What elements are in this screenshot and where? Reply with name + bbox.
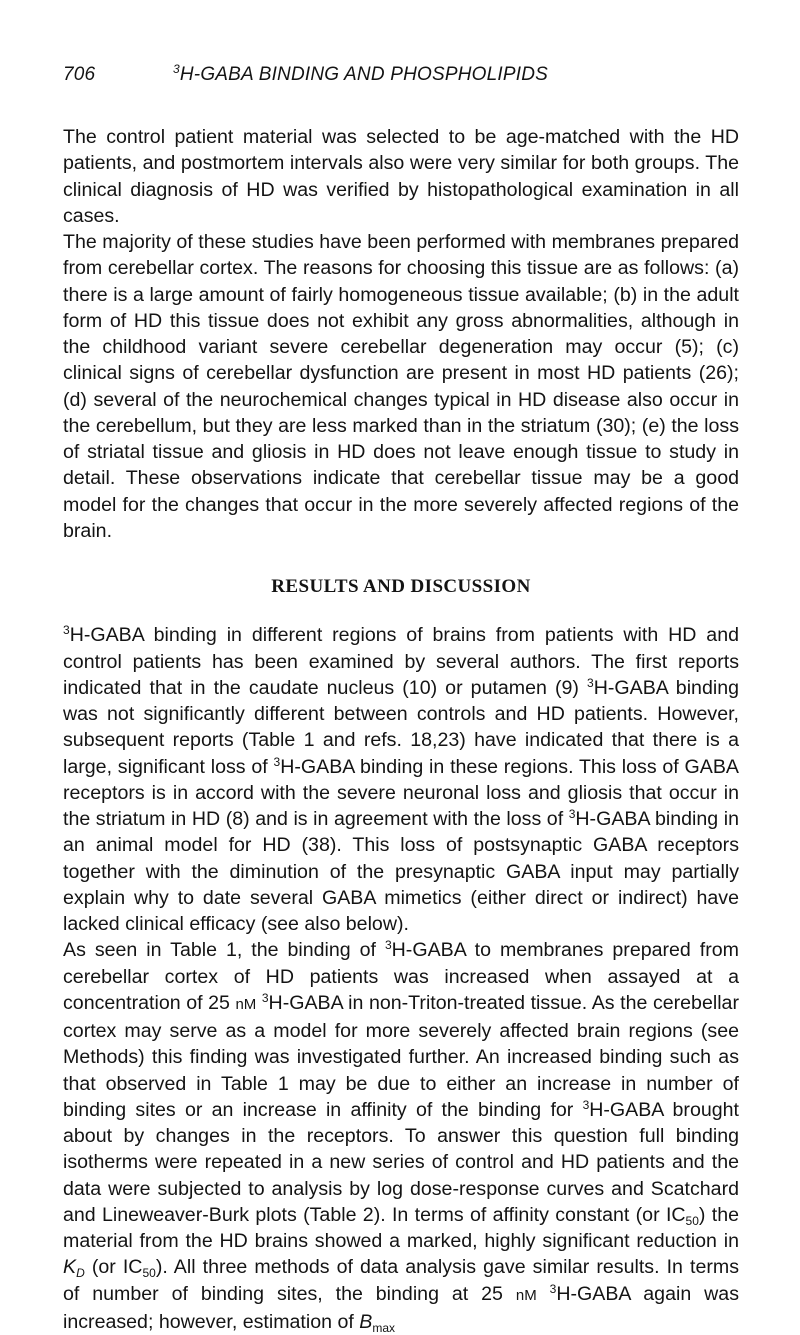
body-text: [63, 124, 739, 1335]
text-span: H-GABA binding was not significantly different between controls and HD patients. However, subsequent reports (Table 1 and refs. 18,23) have indicated that there is a large, significant loss of: [63, 676, 740, 778]
superscript-3: 3: [63, 623, 70, 638]
text-span: H-GABA brought about by changes in the receptors. To answer this question full binding isotherms were repeated in a new series of control and HD patients and the data were subjected to analysis by log dose-response curves and Scatchard and Lineweaver-Burk plots (Table 2). In terms of affinity constant (or IC: [63, 1098, 739, 1226]
subscript-d: D: [76, 1266, 85, 1281]
superscript-3: 3: [261, 990, 269, 1005]
text-span: H-GABA in non-Triton-treated tissue. As the cerebellar cortex may serve as a model for more severely affected brain regions (see Methods) this finding was investigated further. An increased binding such as that observed in Table 1 may be due to either an increase in number of binding sites or an increase in affinity of the binding for: [63, 991, 739, 1121]
bmax-symbol: B: [359, 1310, 373, 1333]
text-span: As seen in Table 1, the binding of: [63, 939, 385, 962]
paragraph-control-patients: The control patient material was selected to be age-matched with the HD patients, and postmortem intervals also were very similar for both groups. The clinical diagnosis of HD was verified by histopathological examination in all cases.: [63, 126, 739, 227]
unit-nm: nM: [235, 995, 257, 1013]
superscript-3: 3: [568, 807, 576, 821]
superscript-3: 3: [173, 62, 180, 76]
text-span: ) the material from the HD brains showed a marked, highly significant reduction in: [63, 1203, 740, 1252]
subscript-max: max: [372, 1320, 395, 1335]
text-span: H-GABA to membranes prepared from cerebellar cortex of HD patients was increased when assayed at a concentration of 25: [63, 939, 739, 1014]
text-span: ). All three methods of data analysis gave similar results. In terms of number of binding sites, the binding at 25: [63, 1256, 739, 1305]
kd-symbol: K: [63, 1256, 77, 1279]
running-title: H-GABA BINDING AND PHOSPHOLIPIDS: [179, 64, 549, 85]
paragraph-table1-cerebellar-binding: [63, 937, 739, 1335]
superscript-3: 3: [582, 1097, 590, 1112]
superscript-3: 3: [384, 938, 392, 953]
paragraph-gaba-binding-regions: [63, 622, 739, 937]
text-span: H-GABA binding in an animal model for HD (38). This loss of postsynaptic GABA receptors together with the diminution of the presynaptic GABA input may partially explain why to date several GABA mimetics (either direct or indirect) have lacked clinical efficacy (see also below).: [63, 808, 740, 935]
superscript-3: 3: [273, 754, 281, 769]
page-number: 706: [63, 64, 96, 85]
text-span: H-GABA again was increased; however, estimation of: [63, 1282, 739, 1333]
paragraph-cerebellar-cortex: The majority of these studies have been performed with membranes prepared from cerebellar cortex. The reasons for choosing this tissue are as follows: (a) there is a large amount of fairly homogeneous tissue available; (b) in the adult form of HD this tissue does not exhibit any gross abnormalities, although in the childhood variant severe cerebellar degeneration may occur (5); (c) clinical signs of cerebellar dysfunction are present in most HD patients (26); (d) several of the neurochemical changes typical in HD disease also occur in the cerebellum, but they are less marked than in the striatum (30); (e) the loss of striatal tissue and gliosis in HD does not leave enough tissue to study in detail. These observations indicate that cerebellar tissue may be a good model for the changes that occur in the more severely affected regions of the brain.: [63, 231, 739, 542]
running-header: [63, 64, 743, 86]
text-span: H-GABA binding in these regions. This loss of GABA receptors is in accord with the severe neuronal loss and gliosis that occur in the striatum in HD (8) and is in agreement with the loss of: [63, 755, 739, 830]
section-heading: RESULTS AND DISCUSSION: [271, 576, 531, 597]
superscript-3: 3: [549, 1281, 557, 1296]
unit-nm: nM: [515, 1286, 537, 1304]
text-span: H-GABA binding in different regions of brains from patients with HD and control patients has been examined by several authors. The first reports indicated that in the caudate nucleus (10) or putamen (9): [63, 624, 739, 699]
subscript-50: 50: [142, 1266, 156, 1281]
subscript-50: 50: [685, 1213, 699, 1228]
superscript-3: 3: [587, 675, 594, 690]
text-span: (or IC: [84, 1256, 143, 1279]
